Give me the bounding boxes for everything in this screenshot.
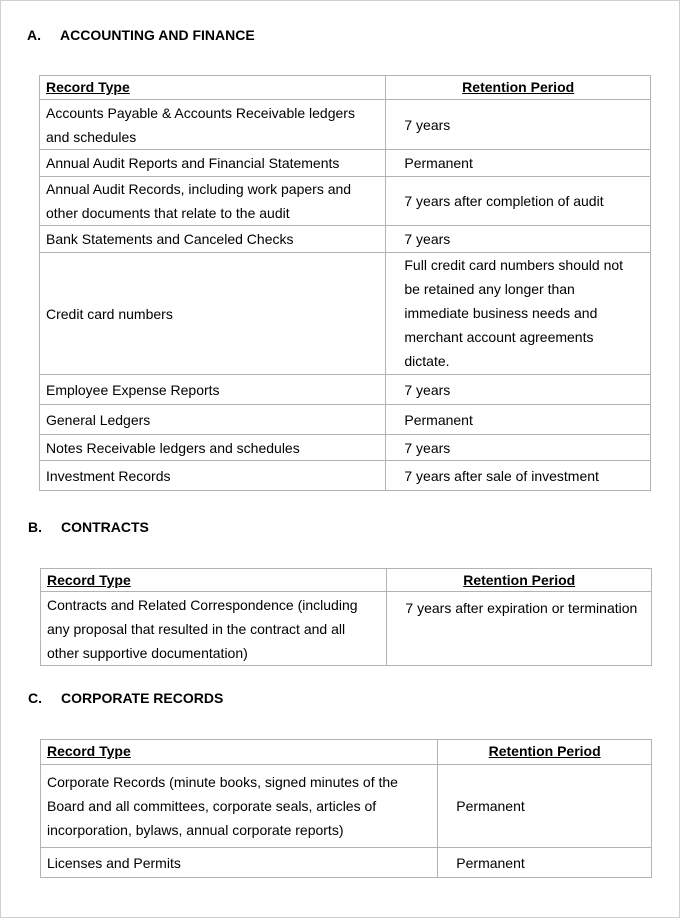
retention-period-header: Retention Period: [387, 569, 652, 592]
retention-period-header: Retention Period: [386, 76, 651, 100]
retention-period-cell: Permanent: [386, 150, 651, 177]
accounting-retention-table: [39, 75, 651, 491]
record-type-header: Record Type: [40, 76, 386, 100]
record-type-cell: Annual Audit Records, including work papers and other documents that relate to the audit: [40, 177, 386, 226]
record-type-cell: Licenses and Permits: [41, 848, 438, 878]
retention-period-cell: 7 years: [386, 226, 651, 253]
corporate-records-retention-table: [40, 739, 652, 878]
table-row: [40, 375, 651, 405]
retention-period-cell: Full credit card numbers should not be retained any longer than immediate business needs and merchant account agreements dictate.: [386, 253, 651, 375]
record-type-cell: Corporate Records (minute books, signed minutes of the Board and all committees, corporate seals, articles of incorporation, bylaws, annual corporate reports): [41, 765, 438, 848]
table-header-row: [41, 569, 652, 592]
record-type-cell: Credit card numbers: [40, 253, 386, 375]
record-type-cell: General Ledgers: [40, 405, 386, 435]
section-heading-contracts: [28, 519, 328, 537]
table-row: [40, 100, 651, 150]
retention-period-cell: Permanent: [438, 765, 652, 848]
section-title: ACCOUNTING AND FINANCE: [60, 27, 255, 43]
retention-period-cell: 7 years after expiration or termination: [387, 592, 652, 666]
table-row: [41, 592, 652, 666]
section-title: CONTRACTS: [61, 519, 149, 535]
contracts-retention-table: [40, 568, 652, 666]
table-row: [41, 765, 652, 848]
section-letter: A.: [27, 27, 41, 43]
table-header-row: [41, 740, 652, 765]
section-letter: C.: [28, 690, 42, 706]
table-row: [40, 461, 651, 491]
record-type-cell: Bank Statements and Canceled Checks: [40, 226, 386, 253]
table-row: [40, 253, 651, 375]
retention-period-cell: Permanent: [438, 848, 652, 878]
record-type-cell: Contracts and Related Correspondence (including any proposal that resulted in the contract and all other supportive documentation): [41, 592, 387, 666]
record-type-cell: Accounts Payable & Accounts Receivable ledgers and schedules: [40, 100, 386, 150]
record-type-cell: Employee Expense Reports: [40, 375, 386, 405]
record-type-header: Record Type: [41, 740, 438, 765]
record-type-cell: Investment Records: [40, 461, 386, 491]
table-header-row: [40, 76, 651, 100]
retention-period-cell: 7 years: [386, 375, 651, 405]
retention-period-cell: 7 years after completion of audit: [386, 177, 651, 226]
record-type-header: Record Type: [41, 569, 387, 592]
retention-period-cell: 7 years: [386, 435, 651, 461]
record-type-cell: Notes Receivable ledgers and schedules: [40, 435, 386, 461]
section-heading-corporate-records: [28, 690, 328, 708]
retention-period-header: Retention Period: [438, 740, 652, 765]
section-heading-accounting: [27, 27, 327, 45]
retention-period-cell: 7 years after sale of investment: [386, 461, 651, 491]
table-row: [40, 150, 651, 177]
retention-period-cell: 7 years: [386, 100, 651, 150]
table-row: [40, 177, 651, 226]
retention-period-cell: Permanent: [386, 405, 651, 435]
record-type-cell: Annual Audit Reports and Financial Statements: [40, 150, 386, 177]
table-row: [40, 405, 651, 435]
section-title: CORPORATE RECORDS: [61, 690, 224, 706]
table-row: [40, 435, 651, 461]
table-row: [40, 226, 651, 253]
table-row: [41, 848, 652, 878]
section-letter: B.: [28, 519, 42, 535]
